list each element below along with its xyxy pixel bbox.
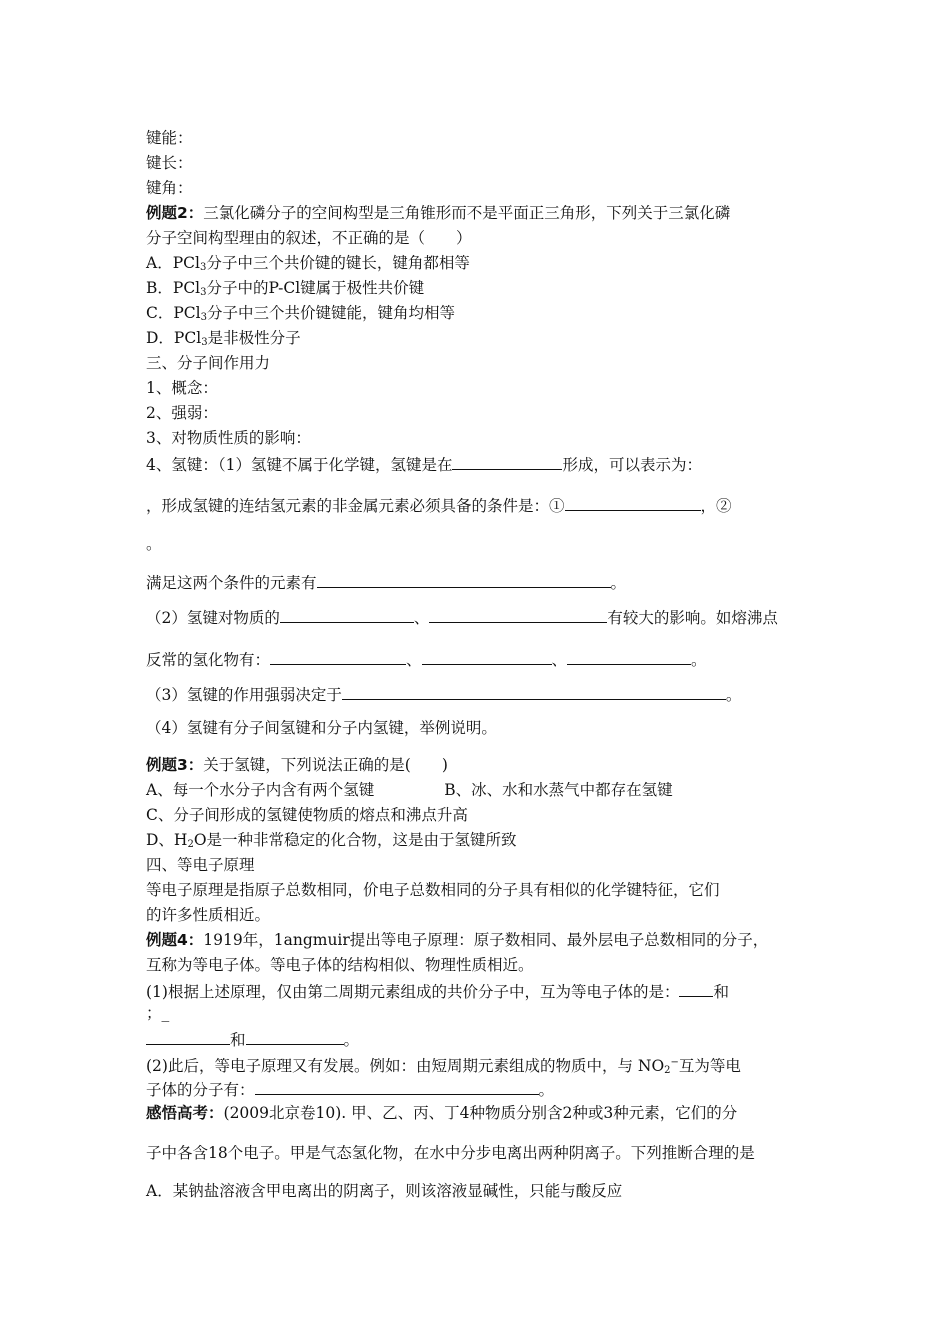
gaokao-question: 感悟高考：(2009北京卷10). 甲、乙、丙、丁4种物质分别含2种或3种元素，它们的分 xyxy=(146,1104,738,1122)
blank-field[interactable] xyxy=(317,571,611,588)
example4-question: 例题4：1919年，1angmuir提出等电子原理：原子数相同、最外层电子总数相同的分子， xyxy=(146,931,769,949)
bond-length-line: 键长： xyxy=(146,154,193,172)
bond-angle-line: 键角： xyxy=(146,179,193,197)
blank-field[interactable] xyxy=(679,980,713,997)
hydrogen-bond-line4: 满足这两个条件的元素有 。 xyxy=(146,571,626,593)
section4-text2: 的许多性质相近。 xyxy=(146,906,271,924)
hydrogen-bond-line8: （4）氢键有分子间氢键和分子内氢键，举例说明。 xyxy=(146,719,497,737)
example3-option-c: C、分子间形成的氢键使物质的熔点和沸点升高 xyxy=(146,806,468,824)
blank-field[interactable] xyxy=(280,606,414,623)
hydrogen-bond-line6: 反常的氢化物有： 、 、 。 xyxy=(146,648,707,670)
bond-energy-line: 键能： xyxy=(146,129,193,147)
blank-field[interactable] xyxy=(452,453,562,470)
example4-part2: (2)此后，等电子原理又有发展。例如：由短周期元素组成的物质中，与 $NO_2^-$互为等电 xyxy=(146,1057,741,1076)
gaokao-label: 感悟高考： xyxy=(146,1104,224,1122)
blank-field[interactable] xyxy=(146,1028,230,1045)
blank-field[interactable] xyxy=(255,1078,539,1095)
blank-field[interactable] xyxy=(270,648,406,665)
blank-field[interactable] xyxy=(342,683,726,700)
gaokao-option-a: A．某钠盐溶液含甲电离出的阴离子，则该溶液显碱性，只能与酸反应 xyxy=(146,1182,623,1200)
example4-part1-blanks: 和 。 xyxy=(146,1028,359,1050)
example4-part1-semi: ；_ xyxy=(146,1004,170,1022)
example4-part1: (1)根据上述原理，仅由第二周期元素组成的共价分子中，互为等电子体的是： 和 xyxy=(146,980,729,1002)
hydrogen-bond-line7: （3）氢键的作用强弱决定于 。 xyxy=(146,683,741,705)
example4-label: 例题4： xyxy=(146,931,204,949)
blank-field[interactable] xyxy=(246,1028,344,1045)
example2-option-c: C．PCl$_3$分子中三个共价键键能，键角均相等 xyxy=(146,304,455,323)
section3-heading: 三、分子间作用力 xyxy=(146,354,271,372)
hydrogen-bond-line3: 。 xyxy=(146,535,162,553)
section3-item3: 3、对物质性质的影响： xyxy=(146,429,311,447)
example4-question-cont: 互称为等电子体。等电子体的结构相似、物理性质相近。 xyxy=(146,956,534,974)
hydrogen-bond-line2: ，形成氢键的连结氢元素的非金属元素必须具备的条件是：① ，② xyxy=(146,494,732,516)
example3-label: 例题3： xyxy=(146,756,204,774)
gaokao-question-cont: 子中各含18个电子。甲是气态氢化物，在水中分步电离出两种阴离子。下列推断合理的是 xyxy=(146,1144,755,1162)
blank-field[interactable] xyxy=(429,606,607,623)
example4-part2-cont: 子体的分子有： 。 xyxy=(146,1078,554,1100)
example3-option-d: D、$H_2O$是一种非常稳定的化合物，这是由于氢键所致 xyxy=(146,831,517,850)
example3-question: 例题3：关于氢键，下列说法正确的是( ) xyxy=(146,756,448,774)
section3-item1: 1、概念： xyxy=(146,379,218,397)
example3-options-ab: A、每一个水分子内含有两个氢键 B、冰、水和水蒸气中都存在氢键 xyxy=(146,781,673,799)
example2-option-a: A．PCl$_3$分子中三个共价键的键长，键角都相等 xyxy=(146,254,470,273)
example2-question: 例题2：三氯化磷分子的空间构型是三角锥形而不是平面正三角形，下列关于三氯化磷 xyxy=(146,204,731,222)
hydrogen-bond-line1: 4、氢键：（1）氢键不属于化学键，氢键是在 形成，可以表示为： xyxy=(146,453,702,475)
example2-label: 例题2： xyxy=(146,204,204,222)
section4-text1: 等电子原理是指原子总数相同，价电子总数相同的分子具有相似的化学键特征，它们 xyxy=(146,881,720,899)
section4-heading: 四、等电子原理 xyxy=(146,856,255,874)
example2-question-cont: 分子空间构型理由的叙述，不正确的是（ ） xyxy=(146,229,472,247)
blank-field[interactable] xyxy=(567,648,691,665)
example2-option-d: D．PCl$_3$是非极性分子 xyxy=(146,329,301,348)
section3-item2: 2、强弱： xyxy=(146,404,218,422)
hydrogen-bond-line5: （2）氢键对物质的 、 有较大的影响。如熔沸点 xyxy=(146,606,778,628)
example2-option-b: B．PCl$_3$分子中的P-Cl键属于极性共价键 xyxy=(146,279,425,298)
blank-field[interactable] xyxy=(565,494,701,511)
blank-field[interactable] xyxy=(422,648,552,665)
